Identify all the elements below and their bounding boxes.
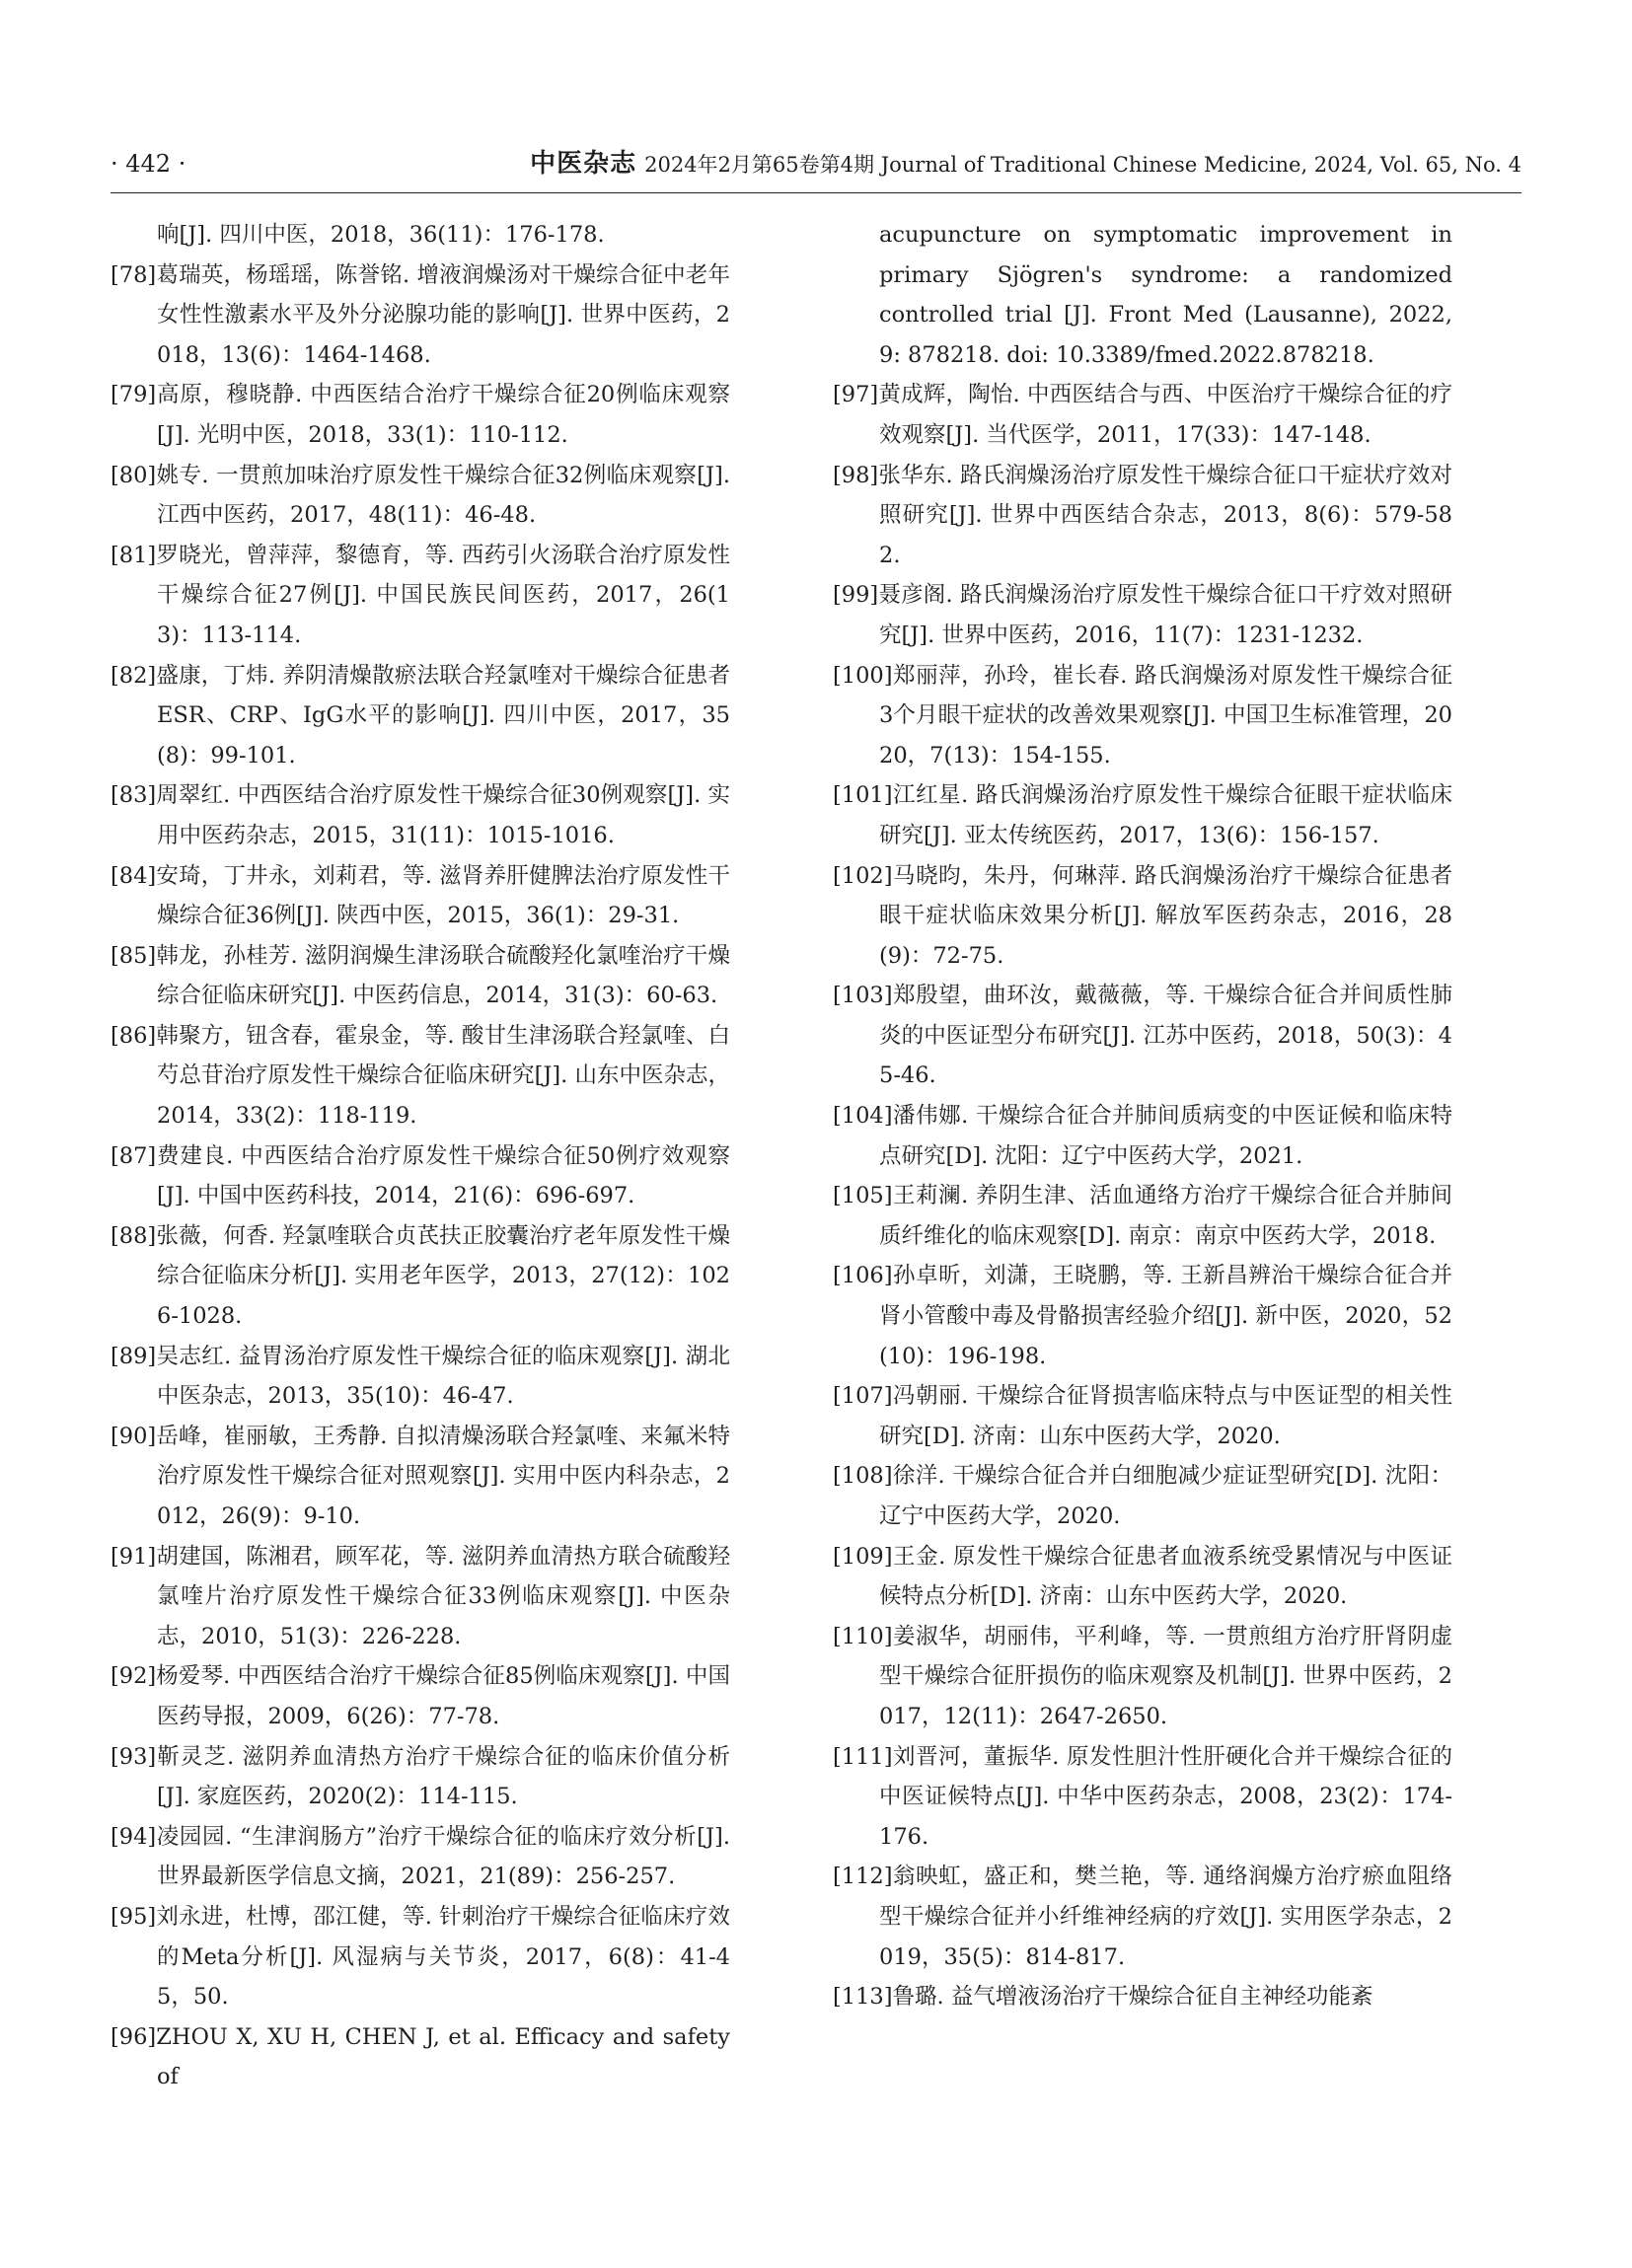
reference-text: 冯朝丽. 干燥综合征肾损害临床特点与中医证型的相关性研究[D]. 济南：山东中医药大学，2020. bbox=[879, 1383, 1452, 1449]
reference-item bbox=[111, 256, 730, 376]
reference-item bbox=[833, 775, 1452, 855]
reference-item bbox=[111, 215, 730, 256]
reference-number: [100] bbox=[833, 662, 893, 689]
reference-item bbox=[833, 1376, 1452, 1456]
reference-text: 江红星. 路氏润燥汤治疗原发性干燥综合征眼干症状临床研究[J]. 亚太传统医药，2017，13(6)：156-157. bbox=[879, 782, 1452, 848]
reference-number: [107] bbox=[833, 1383, 893, 1410]
page-number: · 442 · bbox=[111, 150, 186, 178]
reference-text: 姜淑华，胡丽伟，平利峰，等. 一贯煎组方治疗肝肾阴虚型干燥综合征肝损伤的临床观察及机制[J]. 世界中医药，2017，12(11)：2647-2650. bbox=[879, 1623, 1452, 1729]
reference-item bbox=[833, 656, 1452, 776]
reference-number: [78] bbox=[111, 261, 157, 288]
reference-item bbox=[833, 575, 1452, 655]
journal-name-en: Journal of Traditional Chinese Medicine, 2024, Vol. 65, No. 4 bbox=[880, 153, 1521, 177]
reference-text: 潘伟娜. 干燥综合征合并肺间质病变的中医证候和临床特点研究[D]. 沈阳：辽宁中医药大学，2021. bbox=[879, 1103, 1452, 1169]
reference-number: [87] bbox=[111, 1142, 157, 1169]
reference-text: acupuncture on symptomatic improvement in primary Sjögren's syndrome: a randomized controlled trial [J]. Front Med (Lausanne), 2022, 9: 878218. doi: 10.3389/fmed.2022.878218. bbox=[879, 222, 1452, 368]
reference-number: [95] bbox=[111, 1903, 157, 1930]
journal-name-cn: 中医杂志 bbox=[530, 149, 637, 179]
reference-item bbox=[833, 856, 1452, 977]
reference-number: [109] bbox=[833, 1543, 893, 1570]
reference-number: [92] bbox=[111, 1663, 157, 1690]
reference-item bbox=[111, 1016, 730, 1136]
reference-item bbox=[833, 1256, 1452, 1376]
reference-item bbox=[111, 656, 730, 776]
reference-text: 马晓昀，朱丹，何琳萍. 路氏润燥汤治疗干燥综合征患者眼干症状临床效果分析[J]. 解放军医药杂志，2016，28(9)：72-75. bbox=[879, 862, 1452, 969]
reference-number: [101] bbox=[833, 782, 893, 809]
reference-text: 韩聚方，钮含春，霍泉金，等. 酸甘生津汤联合羟氯喹、白芍总苷治疗原发性干燥综合征临床研究[J]. 山东中医杂志，2014，33(2)：118-119. bbox=[156, 1022, 730, 1130]
reference-text: 张华东. 路氏润燥汤治疗原发性干燥综合征口干症状疗效对照研究[J]. 世界中西医结合杂志，2013，8(6)：579-582. bbox=[878, 462, 1452, 568]
reference-number: [88] bbox=[111, 1222, 157, 1249]
reference-number: [113] bbox=[833, 1984, 893, 2011]
reference-item bbox=[833, 1537, 1452, 1617]
reference-text: 杨爱琴. 中西医结合治疗干燥综合征85例临床观察[J]. 中国医药导报，2009，6(26)：77-78. bbox=[156, 1663, 730, 1729]
reference-text: 靳灵芝. 滋阴养血清热方治疗干燥综合征的临床价值分析[J]. 家庭医药，2020(2)：114-115. bbox=[156, 1743, 730, 1810]
reference-item bbox=[111, 1817, 730, 1897]
reference-item bbox=[111, 456, 730, 536]
reference-item bbox=[833, 1977, 1452, 2017]
reference-number: [98] bbox=[833, 462, 879, 488]
reference-item bbox=[111, 1136, 730, 1216]
reference-number: [105] bbox=[833, 1183, 893, 1209]
reference-number: [93] bbox=[111, 1743, 157, 1770]
reference-text: 周翠红. 中西医结合治疗原发性干燥综合征30例观察[J]. 实用中医药杂志，2015，31(11)：1015-1016. bbox=[156, 782, 730, 848]
reference-number: [97] bbox=[833, 382, 879, 408]
reference-text: 岳峰，崔丽敏，王秀静. 自拟清燥汤联合羟氯喹、来氟米特治疗原发性干燥综合征对照观察[J]. 实用中医内科杂志，2012，26(9)：9-10. bbox=[156, 1423, 730, 1529]
page-header bbox=[111, 146, 1521, 185]
reference-text: 高原，穆晓静. 中西医结合治疗干燥综合征20例临床观察[J]. 光明中医，2018，33(1)：110-112. bbox=[156, 382, 730, 448]
reference-item bbox=[111, 1897, 730, 2017]
reference-text: 吴志红. 益胃汤治疗原发性干燥综合征的临床观察[J]. 湖北中医杂志，2013，35(10)：46-47. bbox=[156, 1343, 730, 1410]
reference-number: [99] bbox=[833, 582, 879, 609]
reference-text: 徐洋. 干燥综合征合并白细胞减少症证型研究[D]. 沈阳：辽宁中医药大学，2020. bbox=[879, 1463, 1452, 1529]
reference-item bbox=[111, 1537, 730, 1657]
reference-number: [94] bbox=[111, 1823, 157, 1850]
reference-number: [108] bbox=[833, 1463, 893, 1490]
reference-item bbox=[111, 775, 730, 855]
reference-number: [83] bbox=[111, 782, 157, 809]
reference-item bbox=[111, 1417, 730, 1537]
reference-text: 郑丽萍，孙玲，崔长春. 路氏润燥汤对原发性干燥综合征3个月眼干症状的改善效果观察[J]. 中国卫生标准管理，2020，7(13)：154-155. bbox=[879, 662, 1452, 768]
issue-cn: 2024年2月第65卷第4期 bbox=[644, 153, 874, 177]
reference-text: 黄成辉，陶怡. 中西医结合与西、中医治疗干燥综合征的疗效观察[J]. 当代医学，2011，17(33)：147-148. bbox=[878, 382, 1452, 448]
reference-item bbox=[833, 456, 1452, 576]
reference-number: [111] bbox=[833, 1743, 893, 1770]
reference-item bbox=[833, 1857, 1452, 1977]
reference-item bbox=[833, 976, 1452, 1096]
reference-text: 鲁璐. 益气增液汤治疗干燥综合征自主神经功能紊 bbox=[892, 1984, 1373, 2011]
reference-number: [110] bbox=[833, 1623, 893, 1649]
reference-text: 王金. 原发性干燥综合征患者血液系统受累情况与中医证候特点分析[D]. 济南：山东中医药大学，2020. bbox=[879, 1543, 1452, 1610]
reference-number: [90] bbox=[111, 1423, 157, 1449]
reference-item bbox=[111, 375, 730, 455]
reference-number: [89] bbox=[111, 1343, 157, 1369]
reference-item bbox=[111, 936, 730, 1016]
reference-text: 孙卓昕，刘潇，王晓鹏，等. 王新昌辨治干燥综合征合并肾小管酸中毒及骨骼损害经验介绍[J]. 新中医，2020，52(10)：196-198. bbox=[879, 1263, 1452, 1369]
reference-text: 安琦，丁井永，刘莉君，等. 滋肾养肝健脾法治疗原发性干燥综合征36例[J]. 陕西中医，2015，36(1)：29-31. bbox=[156, 862, 730, 929]
reference-text: 响[J]. 四川中医，2018，36(11)：176-178. bbox=[157, 222, 605, 248]
reference-text: 聂彦阁. 路氏润燥汤治疗原发性干燥综合征口干疗效对照研究[J]. 世界中医药，2016，11(7)：1231-1232. bbox=[878, 582, 1452, 648]
reference-item bbox=[111, 1737, 730, 1817]
reference-item bbox=[833, 375, 1452, 455]
reference-number: [82] bbox=[111, 662, 157, 689]
reference-number: [104] bbox=[833, 1103, 893, 1130]
reference-number: [84] bbox=[111, 862, 157, 889]
reference-number: [81] bbox=[111, 542, 157, 568]
reference-item bbox=[111, 1216, 730, 1337]
reference-text: 王莉澜. 养阴生津、活血通络方治疗干燥综合征合并肺间质纤维化的临床观察[D]. 南京：南京中医药大学，2018. bbox=[879, 1183, 1452, 1249]
reference-number: [112] bbox=[833, 1864, 893, 1890]
reference-number: [102] bbox=[833, 862, 893, 889]
header-rule bbox=[111, 192, 1521, 193]
reference-text: 翁映虹，盛正和，樊兰艳，等. 通络润燥方治疗瘀血阻络型干燥综合征并小纤维神经病的疗效[J]. 实用医学杂志，2019，35(5)：814-817. bbox=[879, 1864, 1452, 1970]
reference-text: 姚专. 一贯煎加味治疗原发性干燥综合征32例临床观察[J]. 江西中医药，2017，48(11)：46-48. bbox=[156, 462, 730, 529]
reference-text: 费建良. 中西医结合治疗原发性干燥综合征50例疗效观察[J]. 中国中医药科技，2014，21(6)：696-697. bbox=[156, 1142, 730, 1209]
reference-item bbox=[833, 1456, 1452, 1536]
reference-number: [86] bbox=[111, 1022, 157, 1049]
reference-text: ZHOU X, XU H, CHEN J, et al. Efficacy and safety of bbox=[156, 2023, 730, 2090]
reference-item bbox=[111, 536, 730, 656]
reference-text: 罗晓光，曾萍萍，黎德育，等. 西药引火汤联合治疗原发性干燥综合征27例[J]. 中国民族民间医药，2017，26(13)：113-114. bbox=[156, 542, 730, 648]
reference-item bbox=[833, 1617, 1452, 1737]
running-head bbox=[530, 146, 1521, 183]
reference-item bbox=[833, 1176, 1452, 1256]
reference-text: 韩龙，孙桂芳. 滋阴润燥生津汤联合硫酸羟化氯喹治疗干燥综合征临床研究[J]. 中医药信息，2014，31(3)：60-63. bbox=[156, 942, 730, 1009]
reference-text: 葛瑞英，杨瑶瑶，陈誉铭. 增液润燥汤对干燥综合征中老年女性性激素水平及外分泌腺功能的影响[J]. 世界中医药，2018，13(6)：1464-1468. bbox=[156, 261, 730, 368]
reference-item bbox=[111, 1656, 730, 1736]
reference-text: 张薇，何香. 羟氯喹联合贞芪扶正胶囊治疗老年原发性干燥综合征临床分析[J]. 实用老年医学，2013，27(12)：1026-1028. bbox=[156, 1222, 730, 1330]
references-right-column bbox=[833, 215, 1452, 2017]
reference-item bbox=[833, 215, 1452, 375]
reference-text: 胡建国，陈湘君，顾军花，等. 滋阴养血清热方联合硫酸羟氯喹片治疗原发性干燥综合征33例临床观察[J]. 中医杂志，2010，51(3)：226-228. bbox=[156, 1543, 730, 1649]
reference-text: 凌园园. “生津润肠方”治疗干燥综合征的临床疗效分析[J]. 世界最新医学信息文摘，2021，21(89)：256-257. bbox=[156, 1823, 730, 1890]
reference-number: [85] bbox=[111, 942, 157, 969]
reference-number: [103] bbox=[833, 983, 893, 1009]
reference-text: 刘永进，杜博，邵江健，等. 针刺治疗干燥综合征临床疗效的Meta分析[J]. 风湿病与关节炎，2017，6(8)：41-45，50. bbox=[156, 1903, 730, 2011]
reference-text: 盛康，丁炜. 养阴清燥散瘀法联合羟氯喹对干燥综合征患者ESR、CRP、IgG水平的影响[J]. 四川中医，2017，35(8)：99-101. bbox=[156, 662, 730, 768]
reference-item bbox=[833, 1737, 1452, 1858]
reference-item bbox=[111, 1337, 730, 1417]
reference-item bbox=[111, 856, 730, 936]
reference-number: [96] bbox=[111, 2023, 157, 2050]
reference-number: [91] bbox=[111, 1543, 157, 1570]
reference-number: [80] bbox=[111, 462, 157, 488]
reference-number: [79] bbox=[111, 382, 157, 408]
reference-text: 刘晋河，董振华. 原发性胆汁性肝硬化合并干燥综合征的中医证候特点[J]. 中华中医药杂志，2008，23(2)：174-176. bbox=[879, 1743, 1452, 1850]
reference-item bbox=[833, 1096, 1452, 1176]
reference-number: [106] bbox=[833, 1263, 893, 1289]
reference-item bbox=[111, 2017, 730, 2097]
reference-text: 郑殷望，曲环汝，戴薇薇，等. 干燥综合征合并间质性肺炎的中医证型分布研究[J]. 江苏中医药，2018，50(3)：45-46. bbox=[879, 983, 1452, 1089]
references-left-column bbox=[111, 215, 730, 2097]
